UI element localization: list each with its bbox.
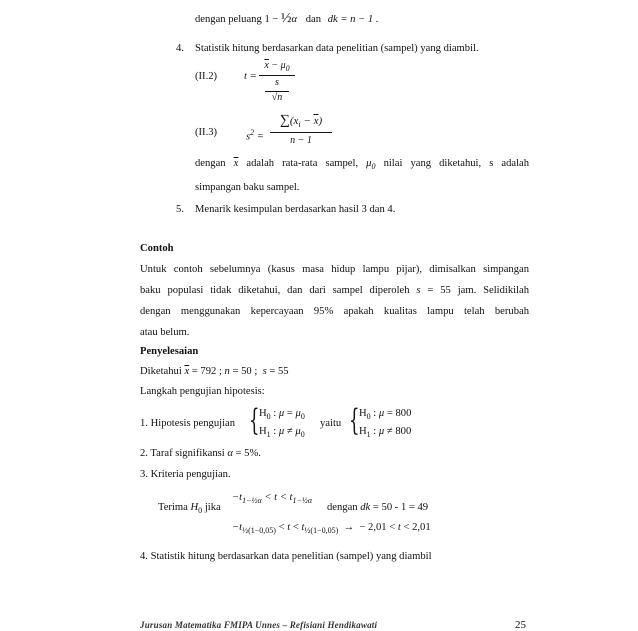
criteria-label: 3. Kriteria pengujian. <box>140 469 231 480</box>
example-para-line-4: atau belum. <box>140 327 190 338</box>
brace-left-1: { <box>249 403 260 438</box>
list-item-5-number: 5. <box>176 204 184 215</box>
testing-steps-label: Langkah pengujian hipotesis: <box>140 386 265 397</box>
equation-label-ii3: (II.3) <box>195 127 218 138</box>
critical-interval: $-t_{1-\frac{1}{2}\alpha} < t < t_{1-\frac{1}{2}\alpha}$ <box>232 492 313 506</box>
example-heading: Contoh <box>140 243 174 254</box>
equation-label-ii2: (II.2) <box>195 71 218 82</box>
critical-values: $-t_{\frac{1}{2}(1-0,05)} < t < t_{\frac{1}{2}(1-0,05)}$ → − 2,01 < t < 2,01 <box>232 522 431 536</box>
solution-heading: Penyelesaian <box>140 346 199 357</box>
example-para-line-3: dengan menggunakan kepercayaan 95% apakah kualitas lampu telah berubah <box>140 306 529 317</box>
example-para-line-2: baku populasi tidak diketahui, dan dari sampel diperoleh s = 55 jam. Selidikilah <box>140 285 530 296</box>
n-minus-1: n − 1 <box>290 135 312 146</box>
sqrt-n: √n <box>271 92 283 103</box>
s-squared: $s^2$ = <box>246 128 264 143</box>
list-item-4-text: Statistik hitung berdasarkan data penelitian (sampel) yang diambil. <box>195 43 479 54</box>
fraction-bar-variance <box>270 132 332 133</box>
h1-symbolic: $H_1$ : $\mu \ne \mu_0$ <box>259 426 305 440</box>
definition-line-2: simpangan baku sampel. <box>195 182 300 193</box>
s-numerator: s <box>275 77 279 88</box>
definition-line-1: dengan $\overline{x}$ adalah rata-rata sampel, $\mu_0$ nilai yang diketahui, s adalah <box>195 158 530 172</box>
statistic-step: 4. Statistik hitung berdasarkan data penelitian (sampel) yang diambil <box>140 551 432 562</box>
given-values: Diketahui $\overline{x} = 792$ ; n = 50 ; s = 55 <box>140 366 289 377</box>
yaitu-text: yaitu <box>320 418 342 429</box>
mean-minus-mu: $\overline{x} - \mu_0$ <box>264 60 290 73</box>
list-item-4-number: 4. <box>176 43 184 54</box>
h0-numeric: $H_0$ : μ = 800 <box>359 408 412 422</box>
t-variable: t = <box>244 71 257 82</box>
df-text: dengan dk = 50 - 1 = 49 <box>327 502 429 513</box>
sum-expression: $\sum(x_i - \overline{x})$ <box>279 113 323 130</box>
h0-symbolic: $H_0$ : $\mu = \mu_0$ <box>259 408 305 422</box>
example-para-line-1: Untuk contoh sebelumnya (kasus masa hidup lampu pijar), dimisalkan simpangan <box>140 264 529 275</box>
h1-numeric: $H_1$ : μ ≠ 800 <box>359 426 412 440</box>
list-item-5-text: Menarik kesimpulan berdasarkan hasil 3 dan 4. <box>195 204 396 215</box>
page-number: 25 <box>515 619 526 631</box>
significance-level: 2. Taraf signifikansi α = 5%. <box>140 448 261 459</box>
brace-left-2: { <box>349 403 360 438</box>
probability-line: dengan peluang 1 − ½α dan dk = n − 1 . <box>195 11 379 26</box>
hypothesis-label: 1. Hipotesis pengujian <box>140 418 236 429</box>
accept-text: Terima $H_0$ jika <box>158 502 221 516</box>
fraction-bar-outer <box>259 75 295 76</box>
footer-text: Jurusan Matematika FMIPA Unnes – Refisiani Hendikawati <box>140 620 378 630</box>
